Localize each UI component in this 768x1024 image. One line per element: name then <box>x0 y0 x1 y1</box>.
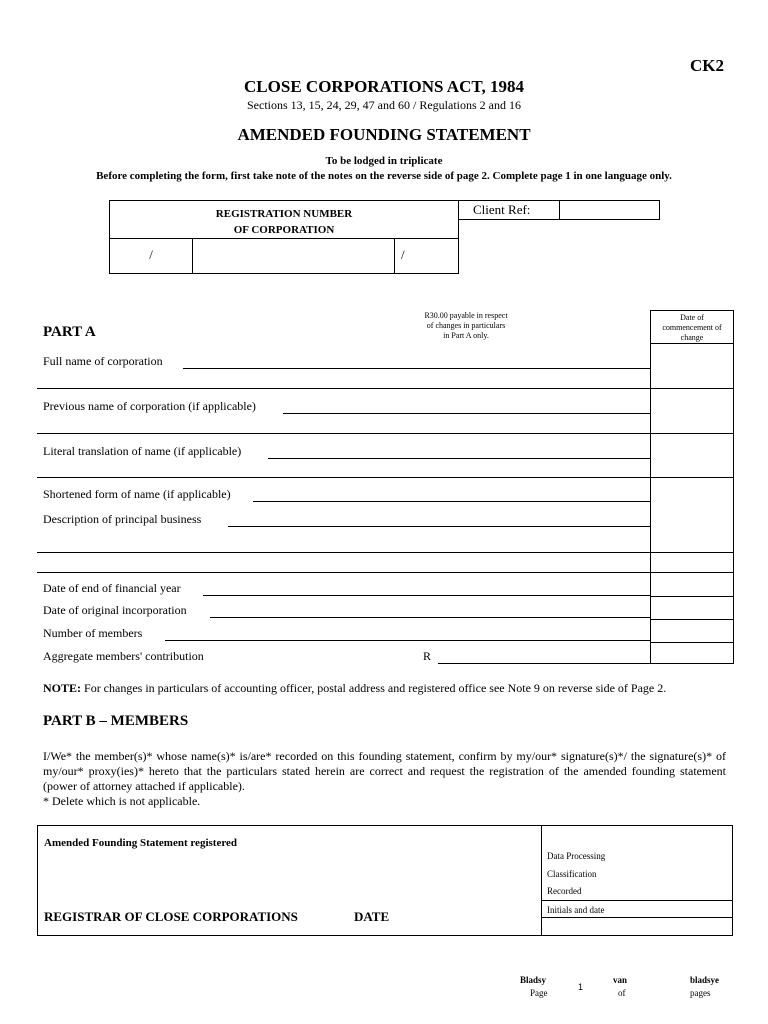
registration-number-header <box>110 201 458 239</box>
classification-label: Classification <box>547 869 597 879</box>
registration-suffix-field[interactable] <box>395 239 458 273</box>
literal-translation-label: Literal translation of name (if applicable) <box>43 444 242 458</box>
date-of-change-header <box>651 311 733 344</box>
fee-note-line3: in Part A only. <box>443 331 489 340</box>
row-divider <box>650 619 734 620</box>
registration-number-field[interactable] <box>193 239 395 273</box>
sections-subtitle: Sections 13, 15, 24, 29, 47 and 60 / Regulations 2 and 16 <box>247 98 521 112</box>
footer-page: Page <box>530 988 548 998</box>
aggregate-contribution-field[interactable] <box>438 663 650 664</box>
row-divider <box>650 596 734 597</box>
row-divider <box>37 477 734 478</box>
financial-year-label: Date of end of financial year <box>43 581 181 595</box>
office-use-divider <box>542 917 732 918</box>
aggregate-contribution-label: Aggregate members' contribution <box>43 649 204 663</box>
initials-date-label: Initials and date <box>547 905 605 915</box>
previous-name-field[interactable] <box>283 413 650 414</box>
registration-year-field[interactable] <box>110 239 193 273</box>
registered-label: Amended Founding Statement registered <box>44 837 238 849</box>
previous-name-label: Previous name of corporation (if applicable) <box>43 399 256 413</box>
registration-label-line1: REGISTRATION NUMBER <box>215 208 353 220</box>
registrar-label: REGISTRAR OF CLOSE CORPORATIONS <box>44 909 298 924</box>
footer-of: of <box>618 988 626 998</box>
data-processing-label: Data Processing <box>547 851 606 861</box>
registrar-box <box>37 825 733 936</box>
separator: / <box>401 247 405 262</box>
fee-note-line2: of changes in particulars <box>426 321 506 330</box>
financial-year-field[interactable] <box>203 595 650 596</box>
shortened-form-field[interactable] <box>253 501 650 502</box>
footer-bladsye: bladsye <box>690 975 720 985</box>
footer-page-number: 1 <box>578 982 584 992</box>
date-of-change-column <box>650 310 734 664</box>
row-divider <box>37 572 734 573</box>
row-divider <box>650 642 734 643</box>
note-body: For changes in particulars of accounting officer, postal address and registered office see Note 9 on reverse side of Page 2. <box>81 681 667 695</box>
currency-symbol: R <box>423 649 432 663</box>
office-use-panel <box>541 826 732 935</box>
original-incorporation-label: Date of original incorporation <box>43 603 187 617</box>
date-col-line1: Date of <box>680 313 704 322</box>
description-field[interactable] <box>228 526 650 527</box>
separator: / <box>149 247 153 262</box>
footer-bladsy: Bladsy <box>520 975 547 985</box>
recorded-label: Recorded <box>547 886 582 896</box>
part-a-title: PART A <box>43 324 96 340</box>
footer-van: van <box>613 975 628 985</box>
row-divider <box>37 433 734 434</box>
literal-translation-field[interactable] <box>268 458 650 459</box>
full-name-label: Full name of corporation <box>43 354 163 368</box>
statement-title: AMENDED FOUNDING STATEMENT <box>237 125 531 144</box>
shortened-form-label: Shortened form of name (if applicable) <box>43 487 231 501</box>
act-title: CLOSE CORPORATIONS ACT, 1984 <box>244 77 524 96</box>
full-name-field[interactable] <box>183 368 650 369</box>
completion-instructions: Before completing the form, first take note of the notes on the reverse side of page 2. Complete page 1 in one language only. <box>96 170 672 182</box>
registration-number-box <box>109 200 459 274</box>
client-ref-box <box>458 200 660 220</box>
date-col-line3: change <box>680 333 704 342</box>
registration-label-line2: OF CORPORATION <box>233 224 335 236</box>
footer-pages: pages <box>690 988 711 998</box>
client-ref-label: Client Ref: <box>473 202 531 217</box>
note-text <box>43 681 666 696</box>
original-incorporation-field[interactable] <box>210 617 650 618</box>
note-label: NOTE: <box>43 681 82 695</box>
office-use-divider <box>542 900 732 901</box>
lodged-instruction: To be lodged in triplicate <box>325 155 443 167</box>
members-declaration: I/We* the member(s)* whose name(s)* is/are* recorded on this founding statement, confirm by my/our* signature(s)*/ the signature(s)* of my/our* proxy(ies)* hereto that the particulars stated herein are correct and request the registration of the amended founding statement (power of attorney attached if applicable). <box>43 749 726 793</box>
form-code: CK2 <box>690 56 724 75</box>
client-ref-field[interactable] <box>559 201 659 219</box>
fee-note-line1: R30.00 payable in respect <box>424 311 508 320</box>
row-divider <box>37 388 734 389</box>
registrar-date-label: DATE <box>354 909 390 924</box>
fee-note <box>410 311 522 341</box>
number-of-members-label: Number of members <box>43 626 143 640</box>
date-col-line2: commencement of <box>662 323 722 332</box>
row-divider <box>37 552 734 553</box>
number-of-members-field[interactable] <box>165 640 650 641</box>
part-b-title: PART B – MEMBERS <box>43 713 189 729</box>
delete-note: * Delete which is not applicable. <box>43 794 201 808</box>
description-label: Description of principal business <box>43 512 202 526</box>
